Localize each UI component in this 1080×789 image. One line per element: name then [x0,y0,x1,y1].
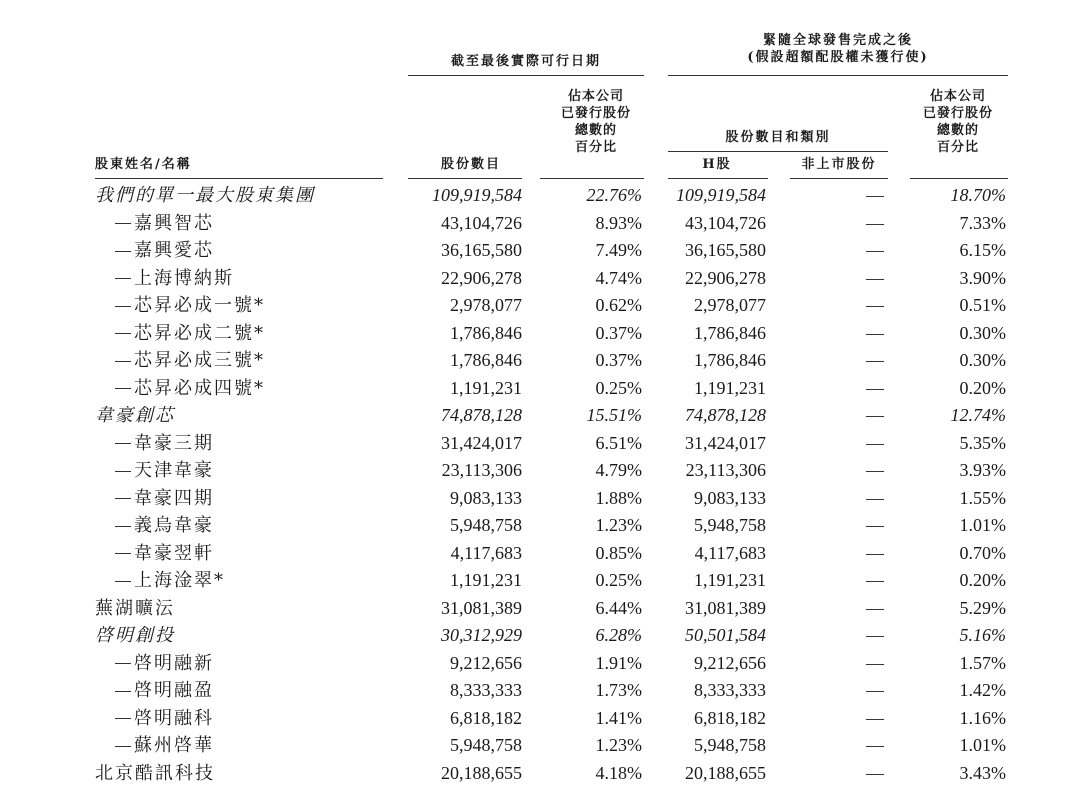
shareholder-name-text: 韋豪四期 [134,487,214,509]
unlisted-shares: — [866,735,884,755]
col-header-name: 股東姓名/名稱 [95,157,192,172]
percentage-before: 1.23% [595,735,642,755]
unlisted-shares: — [866,542,884,563]
shareholder-name [115,485,214,512]
shares-count: 1,786,846 [450,322,522,343]
percentage-before: 7.49% [595,240,642,260]
h-shares-count: 109,919,584 [676,185,766,205]
sub-item-dash [115,388,131,389]
shareholder-name [95,622,175,649]
percentage-before: 8.93% [595,212,642,233]
shareholder-name [115,430,214,457]
h-shares-count: 23,113,306 [685,460,766,480]
table-row [0,760,1080,787]
percentage-before: 4.79% [595,460,642,480]
shares-class-rule [668,151,888,152]
h-shares-count: 1,786,846 [694,350,766,370]
h-shares-count: 5,948,758 [694,735,766,755]
unlisted-shares: — [866,487,884,508]
shares-count: 36,165,580 [441,240,522,260]
percentage-before: 6.28% [595,625,642,645]
shareholder-name [95,595,175,622]
shares-count: 31,424,017 [441,432,522,453]
shareholder-name [115,320,265,347]
rule-pct [540,178,644,179]
shares-count: 23,113,306 [441,460,522,480]
sub-item-dash [115,333,131,334]
sub-item-dash [115,278,131,279]
unlisted-shares: — [866,652,884,673]
table-row [0,622,1080,649]
shareholder-name-text: 我們的單一最大股東集團 [95,185,315,206]
shares-count: 31,081,389 [441,597,522,618]
rule-shares [408,178,522,179]
shareholder-name-text: 蘇州啓華 [134,735,214,756]
sub-item-dash [115,581,131,582]
unlisted-shares: — [866,432,884,453]
table-row [0,292,1080,319]
h-shares-count: 1,786,846 [694,322,766,343]
h-shares-count: 9,212,656 [694,652,766,673]
unlisted-shares: — [866,322,884,343]
group-header-after-offering-line1: 緊隨全球發售完成之後 [762,33,913,48]
shares-count: 74,878,128 [441,405,522,425]
shareholder-name-text: 蕪湖曠沄 [95,597,175,619]
table-row [0,347,1080,374]
sub-item-dash [115,251,131,252]
shareholder-name-text: 芯昇必成一號* [134,295,265,316]
percentage-after: 0.51% [959,295,1006,315]
unlisted-shares: — [866,515,884,535]
table-row [0,650,1080,677]
percentage-after: 1.01% [959,735,1006,755]
shareholder-name-text: 嘉興愛芯 [134,240,214,261]
table-row [0,485,1080,512]
sub-item-dash [115,471,131,472]
pct-header-right: 佔本公司 已發行股份 總數的 百分比 [922,89,993,155]
percentage-after: 6.15% [959,240,1006,260]
percentage-after: 1.42% [959,680,1006,700]
percentage-after: 5.29% [959,597,1006,618]
sub-item-dash [115,498,131,499]
shareholder-name [95,760,215,787]
percentage-after: 1.55% [959,487,1006,508]
group-header-after-offering [668,32,1008,66]
percentage-before: 1.91% [595,652,642,673]
percentage-after: 7.33% [959,212,1006,233]
sub-item-dash [115,746,131,747]
shareholder-name [115,292,265,319]
unlisted-shares: — [866,597,884,618]
table-row [0,320,1080,347]
shares-count: 1,191,231 [450,570,522,590]
shareholder-name-text: 嘉興智芯 [134,212,214,234]
shareholder-name [115,650,214,677]
percentage-before: 22.76% [586,185,642,205]
percentage-after: 1.57% [959,652,1006,673]
h-shares-count: 6,818,182 [694,707,766,728]
unlisted-shares: — [866,295,884,315]
table-row [0,595,1080,622]
rule-name [95,178,383,179]
percentage-after: 5.35% [959,432,1006,453]
shares-count: 109,919,584 [432,185,522,205]
unlisted-shares: — [866,625,884,645]
shareholder-name [115,540,214,567]
shareholder-name [115,210,214,237]
unlisted-shares: — [866,762,884,783]
h-shares-count: 36,165,580 [685,240,766,260]
sub-item-dash [115,361,131,362]
shareholder-name-text: 天津韋豪 [134,460,214,481]
unlisted-shares: — [866,350,884,370]
unlisted-shares: — [866,185,884,205]
unlisted-shares: — [866,212,884,233]
shares-count: 5,948,758 [450,735,522,755]
h-shares-count: 20,188,655 [685,762,766,783]
shares-count: 6,818,182 [450,707,522,728]
unlisted-shares: — [866,707,884,728]
sub-item-dash [115,718,131,719]
shareholder-name-text: 韋豪三期 [134,432,214,454]
percentage-before: 1.73% [595,680,642,700]
shares-count: 1,191,231 [450,377,522,398]
percentage-after: 0.30% [959,322,1006,343]
percentage-after: 3.90% [959,267,1006,288]
shareholder-name-text: 上海博納斯 [134,267,234,289]
unlisted-shares: — [866,240,884,260]
percentage-before: 0.37% [595,322,642,343]
shareholder-name [115,705,214,732]
percentage-after: 0.30% [959,350,1006,370]
percentage-before: 0.37% [595,350,642,370]
col-header-h-shares: H股 [702,157,732,172]
shares-count: 5,948,758 [450,515,522,535]
shareholder-name-text: 芯昇必成三號* [134,350,265,371]
unlisted-shares: — [866,460,884,480]
percentage-before: 1.88% [595,487,642,508]
table-row [0,210,1080,237]
group-rule-left [408,75,644,76]
percentage-after: 12.74% [950,405,1006,425]
unlisted-shares: — [866,680,884,700]
unlisted-shares: — [866,377,884,398]
shareholder-name [115,237,214,264]
shareholder-name [115,375,265,402]
sub-item-dash [115,306,131,307]
h-shares-count: 8,333,333 [694,680,766,700]
shareholder-name [115,677,214,704]
percentage-before: 6.51% [595,432,642,453]
sub-item-dash [115,663,131,664]
shareholder-name-text: 啓明融盈 [134,680,214,701]
percentage-before: 0.25% [595,570,642,590]
sub-item-dash [115,526,131,527]
table-row [0,430,1080,457]
percentage-before: 4.18% [595,762,642,783]
percentage-before: 4.74% [595,267,642,288]
shareholder-name-text: 啓明融科 [134,707,214,729]
percentage-after: 3.93% [959,460,1006,480]
h-shares-count: 74,878,128 [685,405,766,425]
group-header-after-offering-line2: (假設超額配股權未獲行使) [747,50,929,65]
shareholder-name-text: 上海淦翠* [134,570,225,591]
percentage-after: 0.20% [959,377,1006,398]
table-row [0,540,1080,567]
shareholder-name-text: 韋豪創芯 [95,405,175,426]
shares-count: 9,212,656 [450,652,522,673]
percentage-before: 15.51% [586,405,642,425]
sub-item-dash [115,691,131,692]
rule-unlisted [790,178,888,179]
h-shares-count: 1,191,231 [694,570,766,590]
percentage-before: 6.44% [595,597,642,618]
shareholder-name [115,347,265,374]
table-row [0,402,1080,429]
shareholder-name [115,567,225,594]
shareholder-name-text: 義烏韋豪 [134,515,214,536]
h-shares-count: 9,083,133 [694,487,766,508]
sub-item-dash [115,223,131,224]
table-row [0,512,1080,539]
shares-count: 8,333,333 [450,680,522,700]
rule-pct2 [910,178,1008,179]
h-shares-count: 31,081,389 [685,597,766,618]
table-row [0,705,1080,732]
shares-count: 2,978,077 [450,295,522,315]
shareholder-name [95,402,175,429]
percentage-before: 0.62% [595,295,642,315]
unlisted-shares: — [866,267,884,288]
shareholder-name-text: 啓明創投 [95,625,175,646]
h-shares-count: 4,117,683 [694,542,766,563]
shareholder-name-text: 北京酷訊科技 [95,762,215,784]
group-header-latest-date: 截至最後實際可行日期 [450,54,601,69]
table-row [0,677,1080,704]
shareholder-name [115,265,234,292]
shares-count: 30,312,929 [441,625,522,645]
sub-item-dash [115,443,131,444]
shares-count: 9,083,133 [450,487,522,508]
shareholder-name [115,732,214,759]
table-row [0,237,1080,264]
percentage-after: 1.16% [959,707,1006,728]
pct-header-left: 佔本公司 已發行股份 總數的 百分比 [560,89,631,155]
h-shares-count: 50,501,584 [685,625,766,645]
percentage-before: 0.25% [595,377,642,398]
percentage-before: 1.41% [595,707,642,728]
shares-count: 43,104,726 [441,212,522,233]
h-shares-count: 43,104,726 [685,212,766,233]
table-row [0,182,1080,209]
shareholder-name-text: 芯昇必成四號* [134,377,265,399]
col-header-unlisted: 非上市股份 [801,157,877,172]
shares-count: 1,786,846 [450,350,522,370]
table-row [0,567,1080,594]
unlisted-shares: — [866,405,884,425]
shareholder-name [115,512,214,539]
percentage-after: 5.16% [959,625,1006,645]
table-row [0,375,1080,402]
unlisted-shares: — [866,570,884,590]
table-row [0,732,1080,759]
table-row [0,265,1080,292]
shares-class-header: 股份數目和類別 [725,130,831,145]
percentage-after: 0.20% [959,570,1006,590]
percentage-after: 18.70% [950,185,1006,205]
group-rule-right [668,75,1008,76]
sub-item-dash [115,553,131,554]
percentage-before: 0.85% [595,542,642,563]
h-shares-count: 5,948,758 [694,515,766,535]
h-shares-count: 22,906,278 [685,267,766,288]
h-shares-count: 1,191,231 [694,377,766,398]
shareholder-name [95,182,315,209]
shareholder-name-text: 芯昇必成二號* [134,322,265,344]
shareholder-name-text: 啓明融新 [134,652,214,674]
shares-count: 4,117,683 [450,542,522,563]
shareholder-name-text: 韋豪翌軒 [134,542,214,564]
percentage-before: 1.23% [595,515,642,535]
rule-h [668,178,768,179]
shares-count: 22,906,278 [441,267,522,288]
h-shares-count: 31,424,017 [685,432,766,453]
col-header-shares: 股份數目 [440,157,501,172]
shareholder-name [115,457,214,484]
h-shares-count: 2,978,077 [694,295,766,315]
shares-count: 20,188,655 [441,762,522,783]
table-row [0,457,1080,484]
percentage-after: 3.43% [959,762,1006,783]
percentage-after: 0.70% [959,542,1006,563]
percentage-after: 1.01% [959,515,1006,535]
